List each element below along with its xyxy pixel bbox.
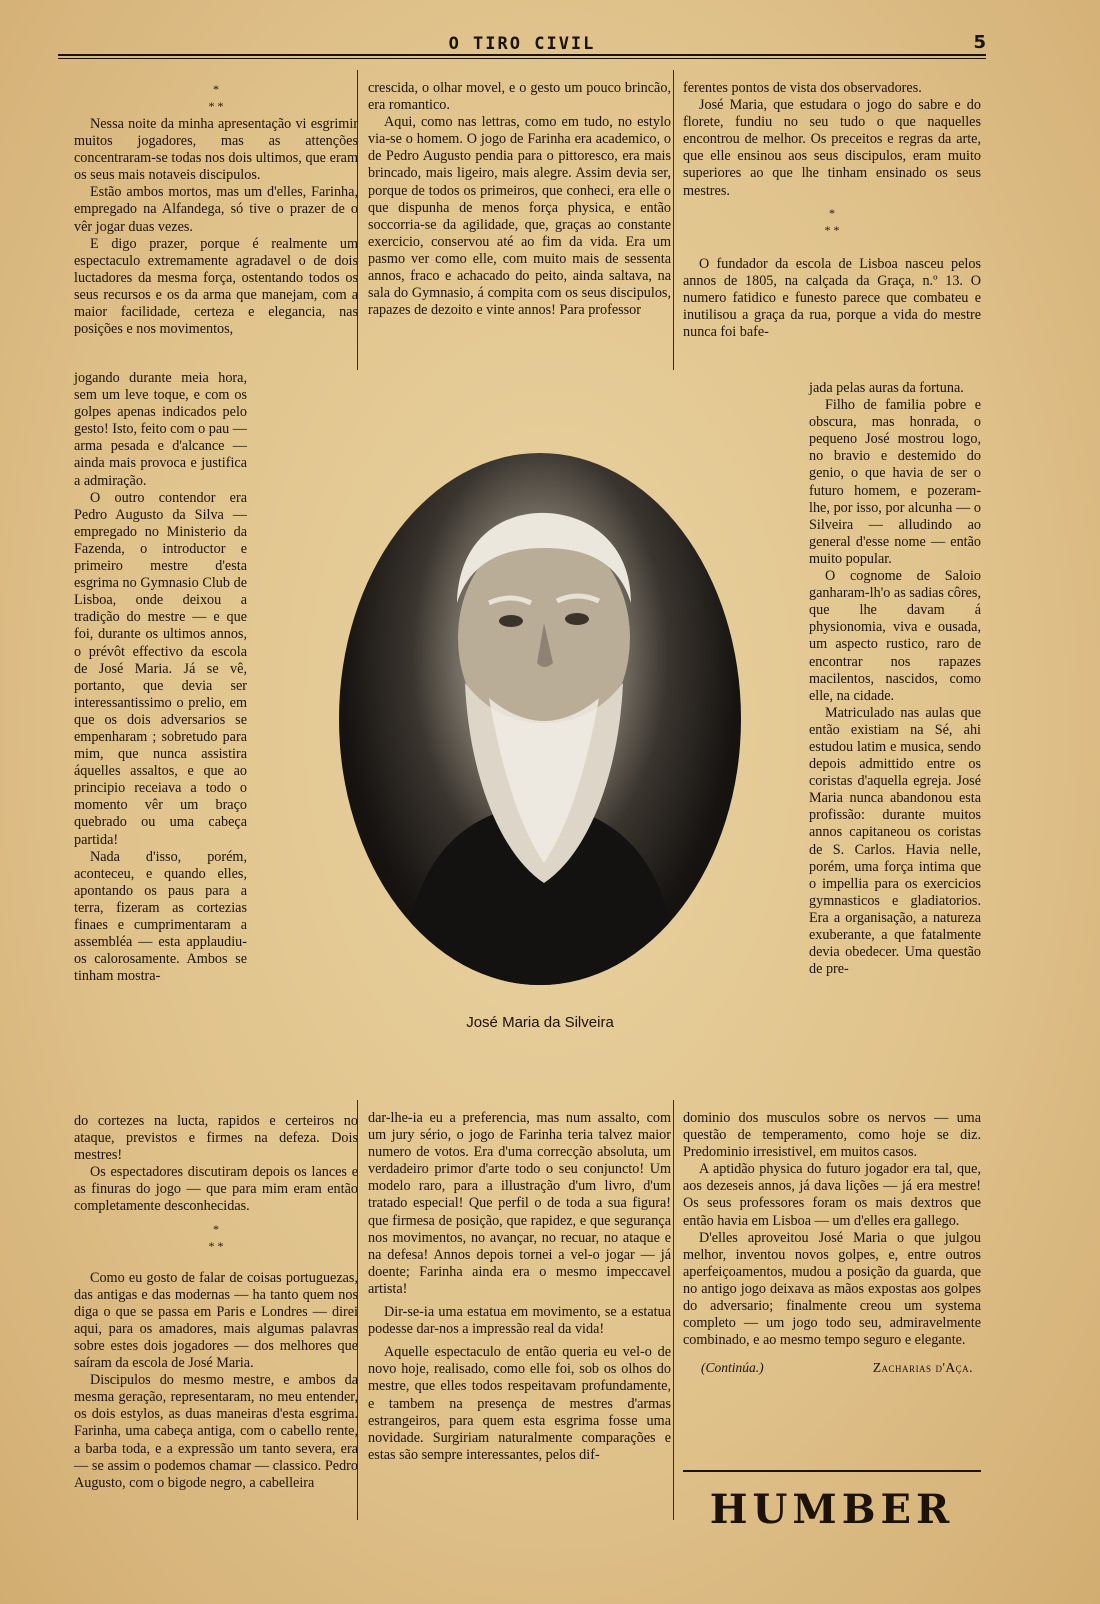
page-number: 5	[973, 32, 986, 53]
paragraph: O cognome de Saloio ganharam-lh'o as sadias côres, que lhe davam á physionomia, viva e ousada, um aspecto rustico, raro de encontrar nos rapazes macilentos, nascidos, como elle, na cidade.	[809, 568, 981, 704]
masthead-title: O TIRO CIVIL	[448, 34, 596, 54]
column-2-bottom	[368, 1110, 671, 1464]
paragraph: Estão ambos mortos, mas um d'elles, Farinha, empregado na Alfandega, só tive o prazer de o vêr jogar duas vezes.	[74, 184, 358, 235]
article-signature	[683, 1359, 981, 1376]
paragraph: ferentes pontos de vista dos observadores.	[683, 80, 922, 96]
column-1-narrow	[74, 370, 247, 985]
author-name: Zacharias d'Aça.	[872, 1360, 973, 1376]
section-stars: * *	[208, 99, 224, 113]
paragraph: Aqui, como nas lettras, como em tudo, no estylo via-se o homem. O jogo de Farinha era academico, o de Pedro Augusto pendia para o pittoresco, era mais brincado, mais ligeiro, mais alegre. Assim devia ser, porque de todos os primeiros, que conheci, era elle o que dispunha de menos força physica, e então soccorria-se da agilidade, que, graças ao constante exercicio, conservou até ao fim da vida. Era um pasmo ver como elle, com muito mais de sessenta annos, fraco e achacado do peito, ainda saltava, na sala do Gymnasio, á compita com os seus discipulos, rapazes de dezoito e vinte annos! Para professor	[368, 114, 671, 319]
continued-note: (Continúa.)	[701, 1360, 764, 1376]
paragraph: José Maria, que estudara o jogo do sabre e do florete, fundiu no seu tudo o que naquelles encontrou de melhor. Os preceitos e regras da arte, que elle ensinou aos seus discipulos, eram muito superiores ao que lhe tinham ensinado os seus mestres.	[683, 97, 981, 199]
advert-humber: HUMBER	[709, 1486, 955, 1533]
paragraph: Como eu gosto de falar de coisas portuguezas, das antigas e das modernas — ha tanto quem nos diga o que se passa em Paris e Londres — direi aqui, para os amadores, mais algumas palavras sobre estes dois jogadores — dos melhores que saíram da escola de José Maria.	[74, 1269, 358, 1372]
bearded-man-portrait	[339, 453, 741, 985]
column-1-top	[74, 80, 358, 338]
paragraph: dominio dos musculos sobre os nervos — uma questão de temperamento, como hoje se diz. Predominio irresistivel, em muitos casos.	[683, 1110, 981, 1161]
column-rule	[673, 1100, 674, 1520]
paragraph: Filho de familia pobre e obscura, mas honrada, o pequeno José mostrou logo, no bravio e destemido do genio, o que havia de ser o futuro homem, e pozeram-lhe, por isso, por alcunha — o Silveira — alludindo ao general d'esse nome — então muito popular.	[809, 397, 981, 567]
paragraph: do cortezes na lucta, rapidos e certeiros no ataque, previstos e firmes na defeza. Dois mestres!	[74, 1113, 358, 1164]
column-1-bottom	[74, 1113, 358, 1492]
paragraph: Aquelle espectaculo de então queria eu vel-o de novo hoje, realisado, como elle foi, sob os olhos do mestre, que elles todos respeitavam profundamente, e tambem na presença de mestres d'armas estrangeiros, para quem esta esgrima fosse uma novidade. Surgiriam naturalmente comparações e estas são sempre interessantes, pelos dif-	[368, 1344, 671, 1463]
masthead-rule-thin	[58, 58, 986, 59]
paragraph: Matriculado nas aulas que então existiam na Sé, ahi estudou latim e musica, sendo depois admittido entre os coristas d'aquella egreja. José Maria nunca abandonou esta profissão: durante muitos annos capitaneou os coristas de S. Carlos. Havia nelle, porém, uma força intima que o impellia para os exercicios gymnasticos e gladiatorios. Era a organisação, a natureza exuberante, a que fatalmente devia obedecer. Uma questão de pre-	[809, 704, 981, 978]
paragraph: Dir-se-ia uma estatua em movimento, se a estatua podesse dar-nos a impressão real da vida!	[368, 1304, 671, 1338]
column-3-bottom	[683, 1110, 981, 1376]
column-2-top	[368, 80, 671, 319]
paragraph: jogando durante meia hora, sem um leve toque, e com os golpes apenas indicados pelo gesto! Isto, feito com o pau — arma pesada e d'alcance — ainda mais provoca e justifica a admiração.	[74, 370, 247, 489]
paragraph: E digo prazer, porque é realmente um espectaculo extremamente agradavel o de dois luctadores da mesma força, ostentando todos os seus recursos e os da arma que manejam, com a maior facilidade, certeza e elegancia, nas posições e nos movimentos,	[74, 235, 358, 338]
masthead	[58, 30, 986, 60]
paragraph: A aptidão physica do futuro jogador era tal, que, aos dezeseis annos, já dava lições — já era mestre! Os seus professores foram os mais dextros que então havia em Lisboa — um d'elles era gallego.	[683, 1161, 981, 1229]
advert-rule	[683, 1470, 981, 1472]
section-stars: * *	[824, 222, 840, 237]
masthead-rule	[58, 54, 986, 56]
paragraph: Nessa noite da minha apresentação vi esgrimir muitos jogadores, mas as attenções concentraram-se todas nos dois ultimos, que eram os seus mais notaveis discipulos.	[74, 116, 358, 184]
paragraph: O fundador da escola de Lisboa nasceu pelos annos de 1805, na calçada da Graça, n.º 13. O numero fatidico e funesto parece que combateu e inutilisou a graça da rua, porque a vida do mestre nunca foi bafe-	[683, 255, 981, 341]
column-rule	[673, 70, 674, 370]
portrait-caption: José Maria da Silveira	[466, 1014, 614, 1031]
paragraph: jada pelas auras da fortuna.	[809, 380, 964, 396]
paragraph: crescida, o olhar movel, e o gesto um pouco brincão, era romantico.	[368, 80, 671, 114]
portrait-photo	[339, 453, 741, 985]
paragraph: Os espectadores discutiram depois os lances e as finuras do jogo — que para mim eram então completamente desconhecidas.	[74, 1164, 358, 1215]
column-3-top	[683, 80, 981, 341]
section-stars: *	[829, 205, 835, 220]
section-stars: * *	[208, 1238, 224, 1253]
paragraph: dar-lhe-ia eu a preferencia, mas num assalto, com um jury sério, o jogo de Farinha teria talvez maior numero de votos. Era d'uma correcção absoluta, um verdadeiro primor d'arte todo o seu conjuncto! Um modelo raro, para a illustração d'um livro, d'um tratado especial! Que perfil o de toda a sua figura! que firmesa de posição, que rapidez, e que segurança nos movimentos, no avançar, no recuar, no ataque e na defesa! Annos depois tornei a vel-o jogar — já doente; Farinha ainda era o mesmo impeccavel artista!	[368, 1110, 671, 1297]
section-stars: *	[213, 1221, 219, 1236]
column-3-narrow	[809, 380, 981, 978]
section-stars: *	[213, 82, 219, 96]
paragraph: Nada d'isso, porém, aconteceu, e quando elles, apontando os paus para a terra, fizeram as cortezias finaes e cumprimentaram a assembléa — esta applaudiu-os calorosamente. Ambos se tinham mostra-	[74, 848, 247, 985]
paragraph: O outro contendor era Pedro Augusto da Silva — empregado no Ministerio da Fazenda, o introductor e primeiro mestre d'esta esgrima no Gymnasio Club de Lisboa, onde deixou a tradição do mestre — e que foi, durante os ultimos annos, o prévôt effectivo da escola de José Maria. Já se vê, portanto, que devia ser interessantissimo o prelio, em que os dois adversarios se empenharam ; sobretudo para mim, que nunca assistira áquelles assaltos, e que ao principio receiava a todo o momento vêr um braço quebrado ou uma cabeça partida!	[74, 489, 247, 848]
paragraph: Discipulos do mesmo mestre, e ambos da mesma geração, representaram, no meu entender, os dois estylos, as duas maneiras d'esta esgrima. Farinha, uma cabeça antiga, com o cabello rente, a barba toda, e a expressão um tanto severa, era — se assim o podemos chamar — classico. Pedro Augusto, com o bigode negro, a cabelleira	[74, 1372, 358, 1491]
paragraph: D'elles aproveitou José Maria o que julgou melhor, inventou novos golpes, e, entre outros aperfeiçoamentos, mudou a posição da guarda, que no antigo jogo deixava as mãos expostas aos golpes do adversario; finalmente creou um systema completo — um jogo todo seu, admiravelmente combinado, e ao mesmo tempo seguro e elegante.	[683, 1229, 981, 1349]
